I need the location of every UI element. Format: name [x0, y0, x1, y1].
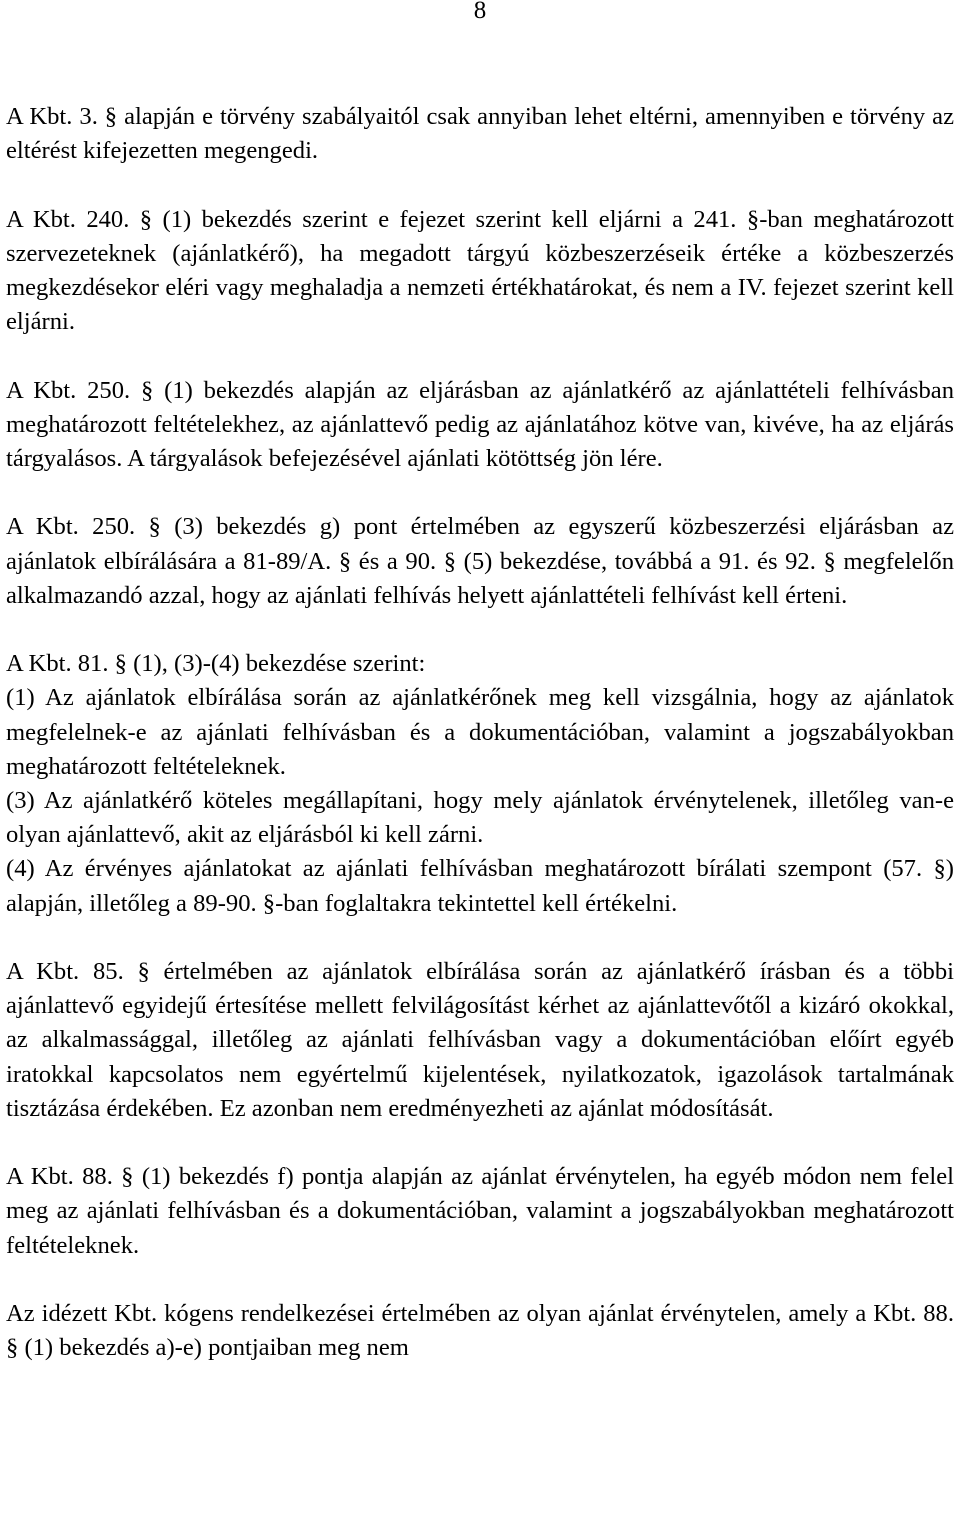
paragraph-kbt-88: A Kbt. 88. § (1) bekezdés f) pontja alapján az ajánlat érvénytelen, ha egyéb módon nem felel meg az ajánlati felhívásban és a dokumentációban, valamint a jogszabályokban meghatározott feltételeknek. [6, 1163, 954, 1259]
paragraph-kbt-250-1: A Kbt. 250. § (1) bekezdés alapján az eljárásban az ajánlatkérő az ajánlattételi felhívásban meghatározott feltételekhez, az ajánlattevő pedig az ajánlatához kötve van, kivéve, ha az eljárás tárgyalásos. A tárgyalások befejezésével ajánlati kötöttség jön lére. [6, 376, 954, 472]
paragraph-kbt-250-3: A Kbt. 250. § (3) bekezdés g) pont értelmében az egyszerű közbeszerzési eljárásban az ajánlatok elbírálására a 81-89/A. § és a 90. § (5) bekezdése, továbbá a 91. és 92. § megfelelőn alkalmazandó azzal, hogy az ajánlati felhívás helyett ajánlattételi felhívást kell érteni. [6, 513, 954, 609]
paragraph-kbt-240: A Kbt. 240. § (1) bekezdés szerint e fejezet szerint kell eljárni a 241. §-ban meghatározott szervezeteknek (ajánlatkérő), ha megadott tárgyú közbeszerzéseik értéke a közbeszerzés megkezdésekor eléri vagy meghaladja a nemzeti értékhatárokat, és nem a IV. fejezet szerint kell eljárni. [6, 205, 954, 336]
kbt-81-item-4: (4) Az érvényes ajánlatokat az ajánlati felhívásban meghatározott bírálati szempont (57. §) alapján, illetőleg a 89-90. §-ban foglaltakra tekintettel kell értékelni. [6, 855, 954, 917]
document-body [6, 100, 954, 1365]
kbt-81-item-3: (3) Az ajánlatkérő köteles megállapítani, hogy mely ajánlatok érvénytelenek, illetőleg van-e olyan ajánlattevő, akit az eljárásból ki kell zárni. [6, 787, 954, 849]
section-kbt-81 [6, 647, 954, 921]
paragraph-kbt-3: A Kbt. 3. § alapján e törvény szabályaitól csak annyiban lehet eltérni, amennyiben e törvény az eltérést kifejezetten megengedi. [6, 103, 954, 165]
kbt-81-intro: A Kbt. 81. § (1), (3)-(4) bekezdése szerint: [6, 650, 426, 678]
paragraph-kbt-85: A Kbt. 85. § értelmében az ajánlatok elbírálása során az ajánlatkérő írásban és a többi ajánlattevő egyidejű értesítése mellett felvilágosítást kérhet az ajánlattevőtől a kizáró okokkal, az alkalmassággal, illetőleg az ajánlati felhívásban vagy a dokumentációban előírt egyéb iratokkal kapcsolatos nem egyértelmű kijelentések, nyilatkozatok, igazolások tartalmának tisztázása érdekében. Ez azonban nem eredményezheti az ajánlat módosítását. [6, 958, 954, 1122]
paragraph-conclusion: Az idézett Kbt. kógens rendelkezései értelmében az olyan ajánlat érvénytelen, amely a Kbt. 88. § (1) bekezdés a)-e) pontjaiban meg nem [6, 1300, 954, 1362]
kbt-81-item-1: (1) Az ajánlatok elbírálása során az ajánlatkérőnek meg kell vizsgálnia, hogy az ajánlatok megfelelnek-e az ajánlati felhívásban és a dokumentációban, valamint a jogszabályokban meghatározott feltételeknek. [6, 684, 954, 780]
page-number: 8 [473, 0, 487, 24]
